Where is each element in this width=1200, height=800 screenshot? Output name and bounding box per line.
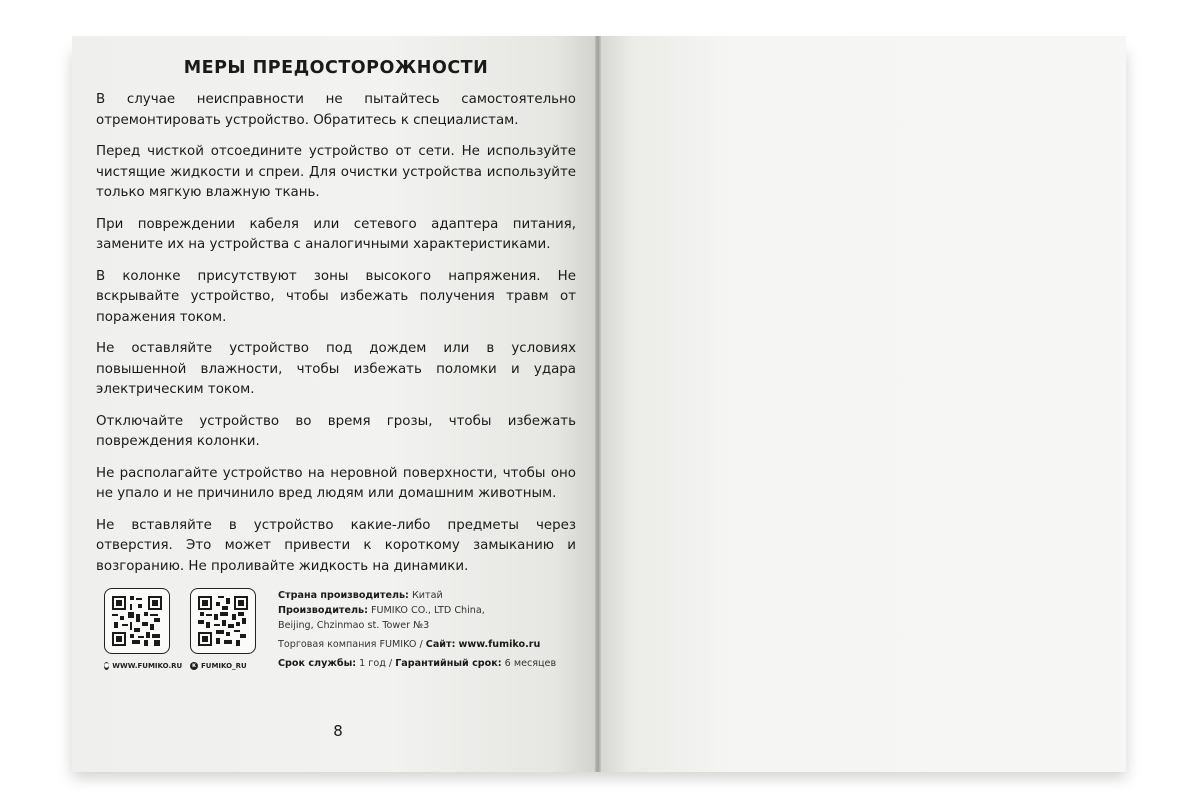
paragraph: Перед чисткой отсоедините устройство от сети. Не используйте чистящие жидкости и спреи. Для очистки устройства используйте только мягкую влажную ткань. xyxy=(96,144,576,200)
warranty-value: 6 месяцев xyxy=(504,658,557,669)
paragraph: Не располагайте устройство на неровной поверхности, чтобы оно не упало и не причинило вред людям или домашним животным. xyxy=(96,465,576,501)
manufacturer-label: Производитель: xyxy=(278,605,368,616)
paragraph: Не вставляйте в устройство какие-либо предметы через отверстия. Это может привести к короткому замыканию и возгоранию. Не проливайте жидкость на динамики. xyxy=(96,517,576,574)
company-text: Торговая компания FUMIKO / xyxy=(278,639,423,650)
warranty-label: Гарантийный срок: xyxy=(395,658,502,669)
qr-block-vk xyxy=(190,588,260,670)
vk-icon: к xyxy=(191,662,197,669)
paragraph: При повреждении кабеля или сетевого адаптера питания, замените их на устройства с аналогичными характеристиками. xyxy=(96,216,576,252)
manufacturer-info xyxy=(278,588,578,675)
qr-caption-website xyxy=(104,662,183,670)
company-row xyxy=(278,637,578,652)
address-row: Beijing, Chzinmao st. Tower №3 xyxy=(278,620,430,631)
manufacturer-row xyxy=(278,603,578,618)
qr-pattern xyxy=(196,594,250,648)
service-row xyxy=(278,656,578,671)
qr-caption-vk xyxy=(190,662,260,670)
page-footer xyxy=(104,588,584,678)
paragraph: В колонке присутствуют зоны высокого напряжения. Не вскрывайте устройство, чтобы избежать получения травм от поражения током. xyxy=(96,268,576,325)
service-label: Срок службы: xyxy=(278,658,357,669)
service-value: 1 год / xyxy=(359,658,393,669)
right-page-blank xyxy=(600,36,1126,772)
globe-icon: ● xyxy=(104,662,110,669)
country-label: Страна производитель: xyxy=(278,590,409,601)
country-row xyxy=(278,588,578,603)
manufacturer-value: FUMIKO CO., LTD China, xyxy=(370,605,485,616)
booklet-spine xyxy=(595,36,601,772)
page-number: 8 xyxy=(333,722,343,740)
paragraph: В случае неисправности не пытайтесь самостоятельно отремонтировать устройство. Обратитесь к специалистам. xyxy=(96,92,576,128)
precautions-section xyxy=(96,56,576,588)
country-value: Китай xyxy=(411,590,443,601)
qr-pattern xyxy=(110,594,164,648)
qr-block-website xyxy=(104,588,183,670)
qr-code-website[interactable] xyxy=(104,588,170,654)
paragraph: Отключайте устройство во время грозы, чтобы избежать повреждения колонки. xyxy=(96,413,576,449)
qr-code-vk[interactable] xyxy=(190,588,256,654)
qr-caption-text: FUMIKO_RU xyxy=(201,662,247,670)
paragraph: Не оставляйте устройство под дождем или в условиях повышенной влажности, чтобы избежать поломки и удара электрическим током. xyxy=(96,341,576,397)
site-link[interactable]: www.fumiko.ru xyxy=(458,639,541,650)
page-title: МЕРЫ ПРЕДОСТОРОЖНОСТИ xyxy=(183,58,489,78)
site-label: Сайт: xyxy=(425,639,456,650)
qr-caption-text: WWW.FUMIKO.RU xyxy=(112,662,183,670)
